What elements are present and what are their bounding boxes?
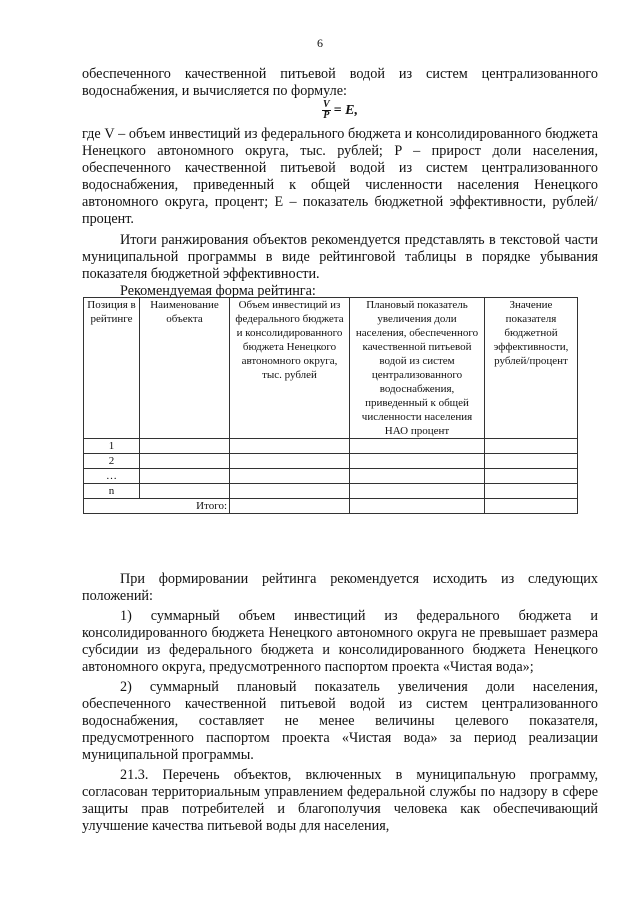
body-paragraph-1: При формировании рейтинга рекомендуется исходить из следующих положений:: [82, 571, 598, 604]
header-object-name: Наименование объекта: [140, 298, 230, 439]
row-position: n: [84, 484, 140, 499]
table-row: [84, 484, 578, 499]
rating-table: [83, 297, 578, 514]
page-number: 6: [317, 36, 323, 50]
header-efficiency: Значение показателя бюджетной эффективности, рублей/процент: [485, 298, 578, 439]
formula-rhs: = E,: [333, 103, 358, 118]
total-label: Итого:: [84, 499, 230, 514]
row-position: …: [84, 469, 140, 484]
row-position: 2: [84, 454, 140, 469]
ranking-paragraph: Итоги ранжирования объектов рекомендуется представлять в текстовой части муниципальной программы в виде рейтинговой таблицы в порядке убывания показателя бюджетной эффективности.: [82, 232, 598, 282]
intro-line: обеспеченного качественной питьевой водой из систем централизованного водоснабжения, и вычисляется по формуле:: [82, 66, 598, 99]
header-planned-indicator: Плановый показатель увеличения доли населения, обеспеченного качественной питьевой водой из систем централизованного водоснабжения, приведенный к общей численности населения НАО процент: [350, 298, 485, 439]
body-paragraph-2: 1) суммарный объем инвестиций из федерального бюджета и консолидированного бюджета Ненецкого автономного округа не превышает размера субсидии из федерального бюджета и консолидированного бюджета Ненецкого автономного округа, предусмотренного паспортом проекта «Чистая вода»;: [82, 608, 598, 675]
header-investment: Объем инвестиций из федерального бюджета и консолидированного бюджета Ненецкого автономного округа, тыс. рублей: [230, 298, 350, 439]
body-section: [82, 571, 598, 835]
table-row: [84, 439, 578, 454]
row-position: 1: [84, 439, 140, 454]
form-title: Рекомендуемая форма рейтинга:: [120, 283, 316, 299]
formula: [82, 100, 598, 126]
formula-numerator: V: [323, 99, 330, 110]
body-paragraph-4: 21.3. Перечень объектов, включенных в муниципальную программу, согласован территориальным управлением федеральной службы по надзору в сфере защиты прав потребителей и благополучия человека как обеспечивающий улучшение качества питьевой воды для населения,: [82, 767, 598, 834]
table-row: [84, 469, 578, 484]
intro-section: [82, 66, 598, 300]
body-paragraph-3: 2) суммарный плановый показатель увеличения доли населения, обеспеченного качественной питьевой водой из систем централизованного водоснабжения, составляет не менее величины целевого показателя, предусмотренного паспортом проекта «Чистая вода» за период реализации муниципальной программы.: [82, 679, 598, 763]
table-header-row: [84, 298, 578, 439]
header-position: Позиция в рейтинге: [84, 298, 140, 439]
table-row: [84, 454, 578, 469]
formula-fraction: [322, 100, 331, 121]
formula-denominator: P: [323, 110, 330, 121]
definitions-paragraph: где V – объем инвестиций из федерального бюджета и консолидированного бюджета Ненецкого автономного округа, тыс. рублей; P – прирост доли населения, обеспеченного качественной питьевой водой из систем централизованного водоснабжения, приведенный к общей численности населения Ненецкого автономного округа, процент; E – показатель бюджетной эффективности, рублей/процент.: [82, 126, 598, 227]
table-total-row: [84, 499, 578, 514]
